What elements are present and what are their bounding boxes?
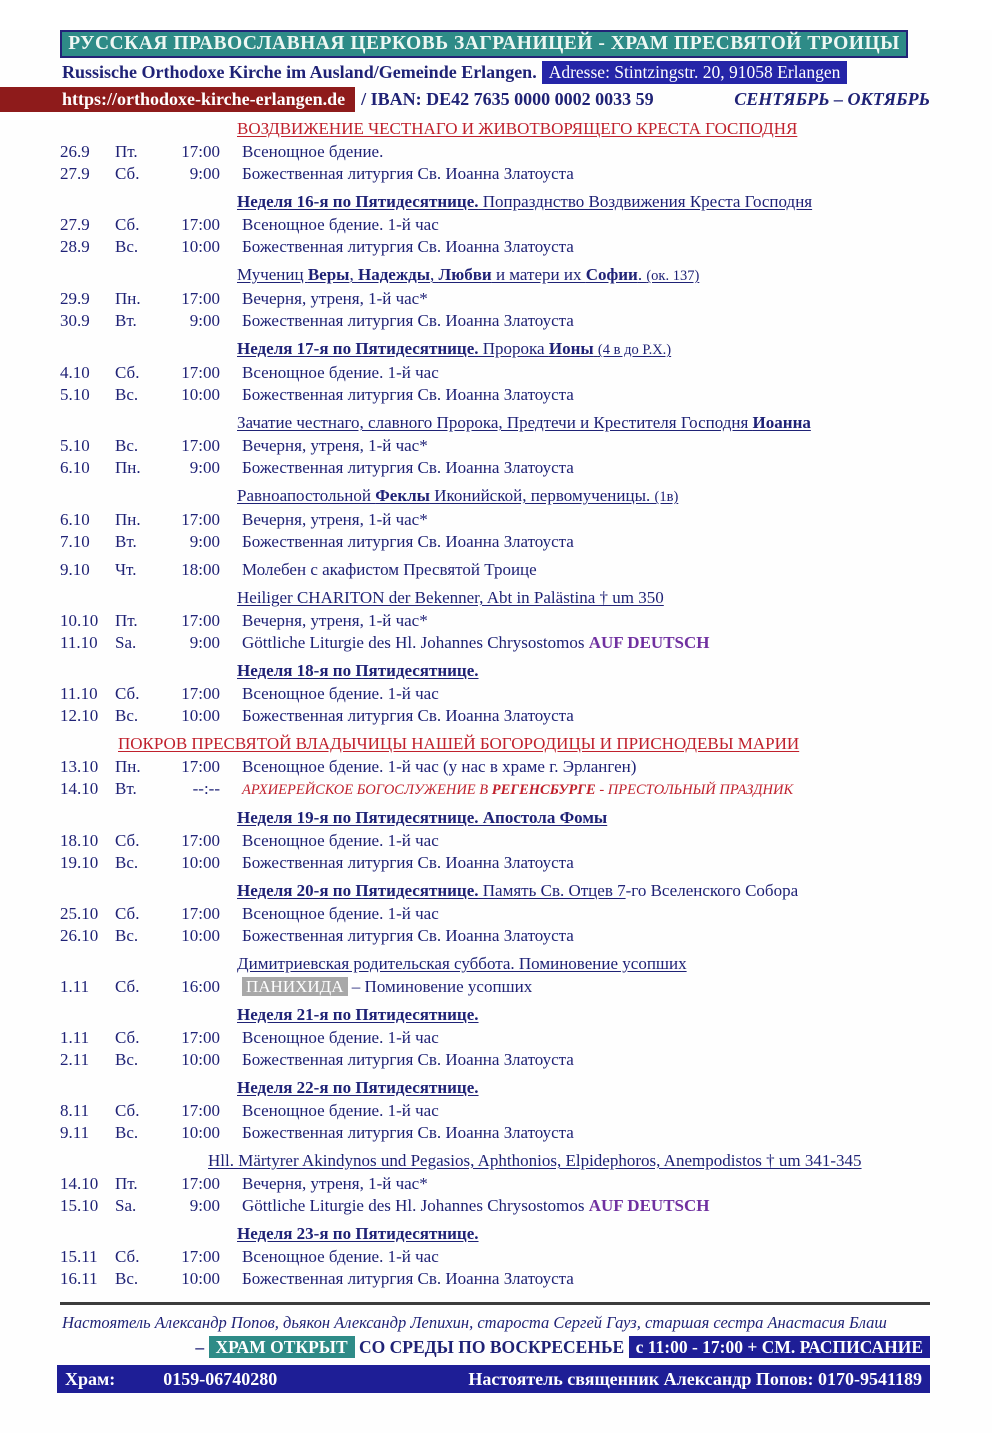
section-heading <box>60 118 932 140</box>
text-run: Неделя 17-я по Пятидесятнице. <box>237 339 479 358</box>
service-cell <box>220 756 932 778</box>
text-run: – Поминовение усопших <box>347 977 533 996</box>
schedule-row <box>60 288 932 310</box>
schedule-section <box>60 587 932 654</box>
day-cell: Вс. <box>115 1050 139 1069</box>
schedule-row <box>60 1122 932 1144</box>
schedule-section <box>60 264 932 332</box>
schedule-section <box>60 1223 932 1290</box>
day-cell: Пн. <box>115 458 141 477</box>
date-cell: 2.11 <box>60 1050 90 1069</box>
text-run: (4 в до Р.Х.) <box>597 342 672 358</box>
schedule-row <box>60 683 932 705</box>
schedule-section <box>60 733 932 801</box>
schedule-section <box>60 1150 932 1217</box>
service-cell <box>220 163 932 185</box>
schedule-section <box>60 485 932 553</box>
day-cell: Вс. <box>115 853 139 872</box>
service-cell <box>220 632 932 654</box>
text-run: Божественная литургия Св. Иоанна Златоуста <box>242 1269 574 1288</box>
date-cell: 30.9 <box>60 311 90 330</box>
section-heading <box>60 587 932 609</box>
service-cell <box>220 1122 932 1144</box>
service-cell <box>220 457 932 479</box>
time-cell: 9:00 <box>189 164 220 183</box>
text-run: Мучениц <box>237 265 308 284</box>
service-cell <box>220 141 932 163</box>
schedule-section <box>60 1004 932 1071</box>
service-cell <box>220 509 932 531</box>
section-heading <box>60 807 932 829</box>
day-cell: Пн. <box>115 289 141 308</box>
schedule-section <box>60 412 932 479</box>
text-run: Göttliche Liturgie des Hl. Johannes Chrysostomos <box>242 633 589 652</box>
text-run: РЕГЕНСБУРГЕ <box>491 782 596 798</box>
section-heading <box>60 264 932 287</box>
day-cell: Вт. <box>115 779 137 798</box>
time-cell: 10:00 <box>181 1050 220 1069</box>
time-cell: 17:00 <box>181 611 220 630</box>
schedule-section <box>60 191 932 258</box>
day-cell: Пт. <box>115 142 138 161</box>
service-cell <box>220 976 932 998</box>
text-run: Всенощное бдение. <box>242 142 384 161</box>
text-run: Всенощное бдение. 1-й час <box>242 831 439 850</box>
date-cell: 25.10 <box>60 904 99 923</box>
time-cell: 17:00 <box>181 1174 220 1193</box>
text-run: Надежды <box>357 265 431 284</box>
text-run: Неделя 19-я по Пятидесятнице. Апостола Фомы <box>237 808 608 827</box>
service-cell <box>220 288 932 310</box>
section-heading <box>60 880 932 902</box>
text-run: AUF DEUTSCH <box>588 633 710 652</box>
day-cell: Пт. <box>115 1174 138 1193</box>
text-run: Память Св. Отцев 7 <box>478 881 626 900</box>
day-cell: Вс. <box>115 706 139 725</box>
day-cell: Сб. <box>115 684 140 703</box>
time-cell: 17:00 <box>181 1101 220 1120</box>
day-cell: Вс. <box>115 1269 139 1288</box>
service-cell <box>220 1100 932 1122</box>
open-days-text: СО СРЕДЫ ПО ВОСКРЕСЕНЬЕ <box>359 1337 625 1357</box>
schedule-row <box>60 1268 932 1290</box>
section-heading <box>60 1077 932 1099</box>
text-run: Всенощное бдение. 1-й час <box>242 1101 439 1120</box>
service-cell <box>220 1049 932 1071</box>
german-church-name: Russische Orthodoxe Kirche im Ausland/Gemeinde Erlangen. <box>62 62 537 82</box>
service-cell <box>220 531 932 553</box>
schedule-row <box>60 1049 932 1071</box>
text-run: Всенощное бдение. 1-й час <box>242 363 439 382</box>
phone-bar <box>57 1365 930 1393</box>
day-cell: Сб. <box>115 831 140 850</box>
time-cell: 17:00 <box>181 1247 220 1266</box>
time-cell: 10:00 <box>181 853 220 872</box>
time-cell: 17:00 <box>181 684 220 703</box>
open-hours-badge: с 11:00 - 17:00 + СМ. РАСПИСАНИЕ <box>629 1336 930 1358</box>
schedule-row <box>60 559 932 581</box>
day-cell: Сб. <box>115 977 140 996</box>
date-cell: 29.9 <box>60 289 90 308</box>
text-run: Божественная литургия Св. Иоанна Златоуста <box>242 1123 574 1142</box>
time-cell: 10:00 <box>181 706 220 725</box>
text-run: , <box>430 265 439 284</box>
url-line <box>0 87 992 112</box>
text-run: Неделя 16-я по Пятидесятнице. <box>237 192 479 211</box>
time-cell: 16:00 <box>181 977 220 996</box>
schedule-section <box>60 807 932 874</box>
date-cell: 5.10 <box>60 436 90 455</box>
date-cell: 1.11 <box>60 977 90 996</box>
date-cell: 19.10 <box>60 853 99 872</box>
day-cell: Вс. <box>115 237 139 256</box>
schedule-row <box>60 1027 932 1049</box>
church-phone-label: Храм: <box>65 1369 116 1389</box>
schedule-section <box>60 880 932 947</box>
schedule-row <box>60 976 932 998</box>
day-cell: Вс. <box>115 1123 139 1142</box>
day-cell: Вт. <box>115 532 137 551</box>
service-cell <box>220 1027 932 1049</box>
subtitle-line <box>62 61 930 84</box>
schedule-section <box>60 338 932 406</box>
church-phone-number: 0159-06740280 <box>163 1369 278 1389</box>
text-run: Неделя 18-я по Пятидесятнице. <box>237 661 479 680</box>
schedule <box>60 118 932 1290</box>
date-cell: 14.10 <box>60 1174 99 1193</box>
website-link[interactable]: https://orthodoxe-kirche-erlangen.de <box>0 87 355 112</box>
text-run: Божественная литургия Св. Иоанна Златоуста <box>242 311 574 330</box>
schedule-row <box>60 435 932 457</box>
date-cell: 6.10 <box>60 458 90 477</box>
text-run: Иоанна <box>752 413 811 432</box>
time-cell: 18:00 <box>181 560 220 579</box>
service-cell <box>220 236 932 258</box>
schedule-row <box>60 362 932 384</box>
service-cell <box>220 559 932 581</box>
church-open-badge: ХРАМ ОТКРЫТ <box>209 1336 355 1358</box>
date-cell: 15.11 <box>60 1247 98 1266</box>
schedule-row <box>60 830 932 852</box>
text-run: Вечерня, утреня, 1-й час* <box>242 436 428 455</box>
text-run: Зачатие честнаго, славного Пророка, Предтечи и Крестителя Господня <box>237 413 753 432</box>
text-run: Божественная литургия Св. Иоанна Златоуста <box>242 706 574 725</box>
schedule-row <box>60 632 932 654</box>
day-cell: Вт. <box>115 311 137 330</box>
text-run: Всенощное бдение. 1-й час <box>242 904 439 923</box>
date-cell: 5.10 <box>60 385 90 404</box>
time-cell: 10:00 <box>181 1123 220 1142</box>
date-cell: 8.11 <box>60 1101 90 1120</box>
text-run: (ок. 137) <box>646 268 700 284</box>
service-cell <box>220 310 932 332</box>
date-cell: 15.10 <box>60 1196 99 1215</box>
text-run: Иконийской, первомученицы. <box>429 486 655 505</box>
schedule-row <box>60 163 932 185</box>
time-cell: 10:00 <box>181 926 220 945</box>
text-run: Всенощное бдение. 1-й час (у нас в храме г. Эрланген) <box>242 757 637 776</box>
day-cell: Сб. <box>115 164 140 183</box>
text-run: Равноапостольной <box>237 486 376 505</box>
text-run: и матери их <box>491 265 586 284</box>
text-run: Всенощное бдение. 1-й час <box>242 215 439 234</box>
service-cell <box>220 1268 932 1290</box>
text-run: ПАНИХИДА <box>242 977 348 996</box>
text-run: Божественная литургия Св. Иоанна Златоуста <box>242 458 574 477</box>
date-cell: 10.10 <box>60 611 99 630</box>
day-cell: Пт. <box>115 611 138 630</box>
date-cell: 9.11 <box>60 1123 90 1142</box>
service-cell <box>220 610 932 632</box>
text-run: Феклы <box>375 486 430 505</box>
time-cell: 9:00 <box>189 1196 220 1215</box>
service-cell <box>220 683 932 705</box>
text-run: Божественная литургия Св. Иоанна Златоуста <box>242 853 574 872</box>
section-heading <box>60 1223 932 1245</box>
text-run: Божественная литургия Св. Иоанна Златоуста <box>242 926 574 945</box>
date-cell: 6.10 <box>60 510 90 529</box>
section-heading <box>60 1150 932 1172</box>
service-cell <box>220 852 932 874</box>
time-cell: 17:00 <box>181 215 220 234</box>
iban-text: / IBAN: DE42 7635 0000 0002 0033 59 <box>361 89 654 109</box>
date-cell: 1.11 <box>60 1028 90 1047</box>
date-cell: 9.10 <box>60 560 90 579</box>
time-cell: 9:00 <box>189 633 220 652</box>
date-cell: 27.9 <box>60 215 90 234</box>
day-cell: Сб. <box>115 1247 140 1266</box>
time-cell: 9:00 <box>189 458 220 477</box>
text-run: , <box>349 265 358 284</box>
text-run: Heiliger CHARITON der Bekenner, Abt in Palästina † um 350 <box>237 588 664 607</box>
date-cell: 14.10 <box>60 779 99 798</box>
date-cell: 4.10 <box>60 363 90 382</box>
schedule-section <box>60 660 932 727</box>
text-run: Софии <box>585 265 638 284</box>
service-cell <box>220 384 932 406</box>
date-cell: 16.11 <box>60 1269 98 1288</box>
text-run: Вечерня, утреня, 1-й час* <box>242 611 428 630</box>
day-cell: Сб. <box>115 363 140 382</box>
day-cell: Вс. <box>115 926 139 945</box>
service-cell <box>220 903 932 925</box>
schedule-row <box>60 141 932 163</box>
service-cell <box>220 778 932 801</box>
text-run: . <box>637 265 647 284</box>
text-run: Димитриевская родительская суббота. Поминовение усопших <box>237 954 687 973</box>
schedule-row <box>60 778 932 801</box>
date-cell: 18.10 <box>60 831 99 850</box>
text-run: Попразднство Воздвижения Креста Господня <box>478 192 813 211</box>
day-cell: Сб. <box>115 215 140 234</box>
time-cell: 17:00 <box>181 289 220 308</box>
time-cell: 17:00 <box>181 1028 220 1047</box>
time-cell: 17:00 <box>181 363 220 382</box>
date-cell: 12.10 <box>60 706 99 725</box>
time-cell: 10:00 <box>181 1269 220 1288</box>
section-heading <box>60 338 932 361</box>
service-cell <box>220 1246 932 1268</box>
schedule-row <box>60 852 932 874</box>
day-cell: Sa. <box>115 633 137 652</box>
footer-divider <box>60 1302 930 1305</box>
text-run: ВОЗДВИЖЕНИЕ ЧЕСТНАГО И ЖИВОТВОРЯЩЕГО КРЕСТА ГОСПОДНЯ <box>237 119 798 138</box>
schedule-row <box>60 509 932 531</box>
schedule-row <box>60 457 932 479</box>
time-cell: 9:00 <box>189 532 220 551</box>
text-run: Неделя 23-я по Пятидесятнице. <box>237 1224 479 1243</box>
day-cell: Вс. <box>115 385 139 404</box>
day-cell: Пн. <box>115 510 141 529</box>
period-label: СЕНТЯБРЬ – ОКТЯБРЬ <box>734 89 930 109</box>
text-run: Göttliche Liturgie des Hl. Johannes Chrysostomos <box>242 1196 589 1215</box>
schedule-row <box>60 384 932 406</box>
text-run: Пророка <box>478 339 549 358</box>
service-cell <box>220 1173 932 1195</box>
text-run: Неделя 20-я по Пятидесятнице. <box>237 881 479 900</box>
text-run: Вечерня, утреня, 1-й час* <box>242 510 428 529</box>
time-cell: 17:00 <box>181 757 220 776</box>
address-badge: Adresse: Stintzingstr. 20, 91058 Erlangen <box>542 61 848 84</box>
time-cell: 17:00 <box>181 831 220 850</box>
text-run: Неделя 22-я по Пятидесятнице. <box>237 1078 479 1097</box>
date-cell: 28.9 <box>60 237 90 256</box>
schedule-row <box>60 214 932 236</box>
time-cell: --:-- <box>192 779 220 798</box>
text-run: Божественная литургия Св. Иоанна Златоуста <box>242 532 574 551</box>
schedule-row <box>60 925 932 947</box>
time-cell: 17:00 <box>181 904 220 923</box>
section-heading <box>60 953 932 975</box>
schedule-section <box>60 1077 932 1144</box>
service-cell <box>220 830 932 852</box>
section-heading <box>60 660 932 682</box>
schedule-row <box>60 1195 932 1217</box>
time-cell: 17:00 <box>181 510 220 529</box>
text-run: AUF DEUTSCH <box>588 1196 710 1215</box>
day-cell: Чт. <box>115 560 137 579</box>
text-run: - ПРЕСТОЛЬНЫЙ ПРАЗДНИК <box>595 782 794 798</box>
text-run: Неделя 21-я по Пятидесятнице. <box>237 1005 479 1024</box>
text-run: Всенощное бдение. 1-й час <box>242 684 439 703</box>
text-run: Божественная литургия Св. Иоанна Златоуста <box>242 385 574 404</box>
time-cell: 17:00 <box>181 436 220 455</box>
open-hours-line <box>60 1337 930 1358</box>
priest-phone: Настоятель священник Александр Попов: 0170-9541189 <box>468 1369 922 1389</box>
time-cell: 10:00 <box>181 385 220 404</box>
text-run: Вечерня, утреня, 1-й час* <box>242 289 428 308</box>
schedule-row <box>60 1246 932 1268</box>
text-run: Божественная литургия Св. Иоанна Златоуста <box>242 164 574 183</box>
schedule-row <box>60 903 932 925</box>
page-title: РУССКАЯ ПРАВОСЛАВНАЯ ЦЕРКОВЬ ЗАГРАНИЦЕЙ - ХРАМ ПРЕСВЯТОЙ ТРОИЦЫ <box>60 30 908 58</box>
schedule-section <box>60 118 932 185</box>
schedule-section <box>60 559 932 581</box>
day-cell: Сб. <box>115 1101 140 1120</box>
service-cell <box>220 1195 932 1217</box>
service-cell <box>220 362 932 384</box>
service-cell <box>220 435 932 457</box>
schedule-row <box>60 756 932 778</box>
time-cell: 9:00 <box>189 311 220 330</box>
date-cell: 26.10 <box>60 926 99 945</box>
text-run: Ионы <box>548 339 594 358</box>
text-run: -го Вселенского Собора <box>625 881 799 900</box>
day-cell: Пн. <box>115 757 141 776</box>
date-cell: 13.10 <box>60 757 99 776</box>
day-cell: Сб. <box>115 1028 140 1047</box>
schedule-row <box>60 705 932 727</box>
section-heading <box>60 412 932 434</box>
date-cell: 11.10 <box>60 684 98 703</box>
section-heading <box>60 191 932 213</box>
dash-text: – <box>195 1337 205 1357</box>
time-cell: 17:00 <box>181 142 220 161</box>
clergy-line: Настоятель Александр Попов, дьякон Александр Лепихин, староста Сергей Гауз, старшая сестра Анастасия Блаш <box>62 1313 887 1332</box>
text-run: Всенощное бдение. 1-й час <box>242 1247 439 1266</box>
day-cell: Sa. <box>115 1196 137 1215</box>
date-cell: 11.10 <box>60 633 98 652</box>
service-cell <box>220 925 932 947</box>
date-cell: 27.9 <box>60 164 90 183</box>
schedule-section <box>60 953 932 998</box>
schedule-row <box>60 1173 932 1195</box>
church-schedule-document <box>0 30 992 1433</box>
schedule-row <box>60 531 932 553</box>
section-heading <box>60 485 932 508</box>
time-cell: 10:00 <box>181 237 220 256</box>
text-run: ПОКРОВ ПРЕСВЯТОЙ ВЛАДЫЧИЦЫ НАШЕЙ БОГОРОДИЦЫ И ПРИСНОДЕВЫ МАРИИ <box>118 734 800 753</box>
text-run: (1в) <box>654 489 679 505</box>
text-run: АРХИЕРЕЙСКОЕ БОГОСЛУЖЕНИЕ В <box>242 782 492 798</box>
text-run: Божественная литургия Св. Иоанна Златоуста <box>242 237 574 256</box>
date-cell: 26.9 <box>60 142 90 161</box>
service-cell <box>220 705 932 727</box>
section-heading <box>60 1004 932 1026</box>
section-heading <box>60 733 932 755</box>
text-run: Божественная литургия Св. Иоанна Златоуста <box>242 1050 574 1069</box>
text-run: Молебен с акафистом Пресвятой Троице <box>242 560 537 579</box>
service-cell <box>220 214 932 236</box>
schedule-row <box>60 1100 932 1122</box>
day-cell: Вс. <box>115 436 139 455</box>
text-run: Вечерня, утреня, 1-й час* <box>242 1174 428 1193</box>
day-cell: Сб. <box>115 904 140 923</box>
text-run: Hll. Märtyrer Akindynos und Pegasios, Aphthonios, Elpidephoros, Anempodistos † um 341-345 <box>208 1151 862 1170</box>
text-run: Всенощное бдение. 1-й час <box>242 1028 439 1047</box>
schedule-row <box>60 610 932 632</box>
text-run: Веры <box>307 265 350 284</box>
text-run: Любви <box>438 265 492 284</box>
date-cell: 7.10 <box>60 532 90 551</box>
schedule-row <box>60 236 932 258</box>
schedule-row <box>60 310 932 332</box>
